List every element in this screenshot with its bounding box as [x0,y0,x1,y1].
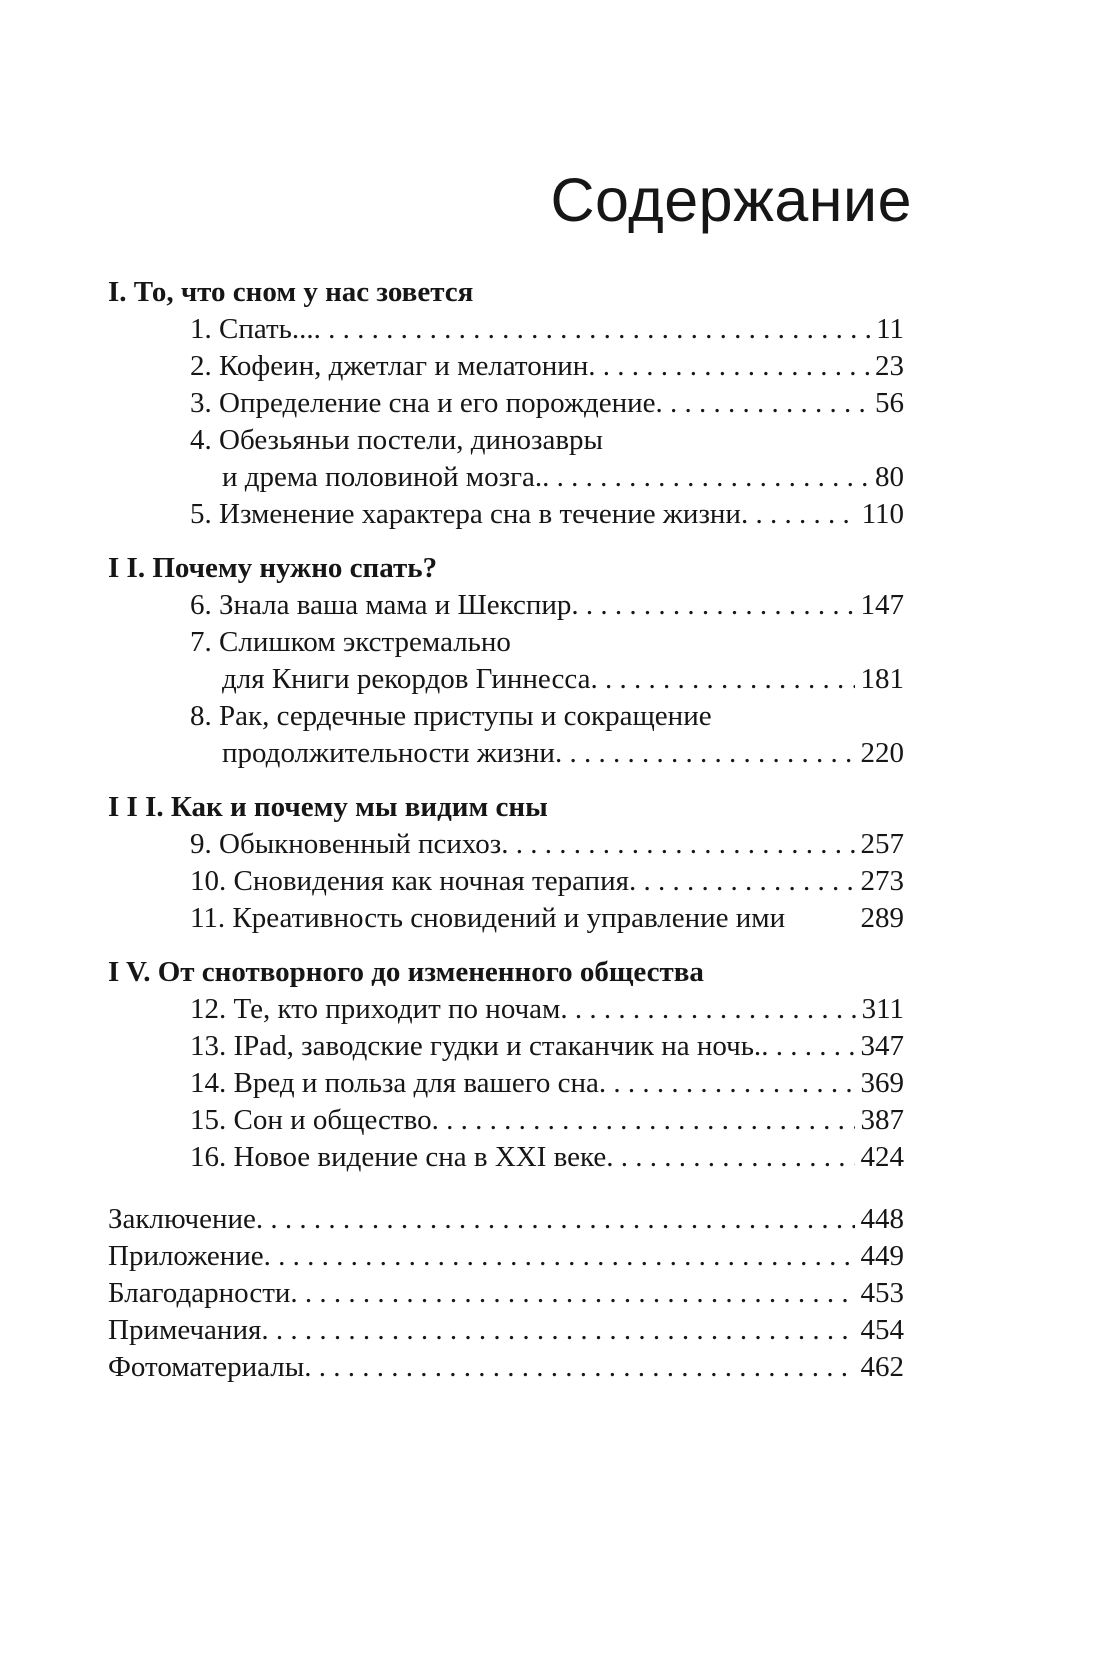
toc-entry [108,348,904,385]
entry-title: 13. IPad, заводские гудки и стаканчик на ночь. [190,1030,762,1062]
entry-title: 3. Определение сна и его порождение [190,387,656,419]
toc-content [0,166,1100,1386]
toc-entry [108,422,904,459]
entry-title: продолжительности жизни [222,737,555,769]
page-number: 449 [860,1240,904,1272]
page-number: 80 [875,461,904,493]
section-heading: I I I. Как и почему мы видим сны [108,791,548,823]
dot-leader [588,348,869,385]
dot-leader [256,1201,855,1238]
toc-entry [108,1139,904,1176]
section-heading: I I. Почему нужно спать? [108,552,438,584]
page-number: 273 [860,865,904,897]
entry-title: 12. Те, кто приходит по ночам [190,993,561,1025]
entry-title: 2. Кофеин, джетлаг и мелатонин [190,350,589,382]
toc-entry [108,900,904,937]
entry-title: для Книги рекордов Гиннесса [222,663,591,695]
page-number: 23 [875,350,904,382]
dot-leader [542,459,869,496]
entry-title: Фотоматериалы [108,1351,305,1383]
toc-section [108,954,904,1176]
dot-leader [555,735,855,772]
dot-leader [261,1312,854,1349]
entry-title: 1. Спать... [190,313,314,345]
entry-title: Благодарности [108,1277,291,1309]
dot-leader [304,1349,854,1386]
page-number: 369 [860,1067,904,1099]
toc-sections [108,274,904,1176]
toc-entry [108,1065,904,1102]
dot-leader [264,1238,855,1275]
page-number: 289 [860,902,904,934]
page-number: 220 [860,737,904,769]
dot-leader [656,385,869,422]
toc-entry-continuation [108,661,904,698]
page-number: 56 [875,387,904,419]
entry-title: 5. Изменение характера сна в течение жизни [190,498,741,530]
back-matter-entry [108,1312,904,1349]
toc-entry [108,863,904,900]
back-matter-entry [108,1201,904,1238]
entry-title: и дрема половиной мозга. [222,461,543,493]
entry-title: 16. Новое видение сна в XXI веке [190,1141,607,1173]
toc-entry [108,991,904,1028]
toc-entry-continuation [108,735,904,772]
dot-leader [432,1102,855,1139]
page-number: 448 [860,1203,904,1235]
toc-entry [108,624,904,661]
dot-leader [761,1028,854,1065]
page-number: 147 [860,589,904,621]
page-number: 11 [876,313,904,345]
dot-leader [590,661,854,698]
page-number: 347 [860,1030,904,1062]
dot-leader [290,1275,854,1312]
back-matter-entry [108,1238,904,1275]
entry-title: 6. Знала ваша мама и Шекспир [190,589,572,621]
toc-section [108,550,904,772]
section-heading: I V. От снотворного до измененного общества [108,956,704,988]
back-matter-list [108,1201,904,1386]
page-number: 453 [860,1277,904,1309]
page-number: 181 [860,663,904,695]
entry-title: 11. Креативность сновидений и управление ими [190,902,786,934]
page-number: 387 [860,1104,904,1136]
dot-leader [599,1065,855,1102]
entry-title: 4. Обезьяньи постели, динозавры [190,424,604,456]
entry-title: 8. Рак, сердечные приступы и сокращение [190,700,712,732]
toc-entry [108,587,904,624]
entry-title: 9. Обыкновенный психоз [190,828,502,860]
entry-title: 15. Сон и общество [190,1104,432,1136]
toc-entry-continuation [108,459,904,496]
toc-entry [108,385,904,422]
toc-section [108,789,904,937]
toc-entry [108,311,904,348]
entry-title: 14. Вред и польза для вашего сна [190,1067,599,1099]
page-number: 110 [861,498,904,530]
toc-section [108,274,904,533]
dot-leader [571,587,854,624]
back-matter-entry [108,1275,904,1312]
toc-entry [108,826,904,863]
page-number: 257 [860,828,904,860]
entry-title: Заключение [108,1203,256,1235]
toc-entry [108,698,904,735]
dot-leader [314,311,870,348]
dot-leader [741,496,856,533]
page-number: 424 [860,1141,904,1173]
page-number: 462 [860,1351,904,1383]
back-matter-entry [108,1349,904,1386]
page-title: Содержание [550,166,912,234]
section-heading: I. То, что сном у нас зовется [108,276,474,308]
toc-entry [108,1028,904,1065]
toc-entry [108,496,904,533]
dot-leader [501,826,854,863]
entry-title: 7. Слишком экстремально [190,626,511,658]
dot-leader [629,863,855,900]
toc-entry [108,1102,904,1139]
dot-leader [606,1139,854,1176]
entry-title: 10. Сновидения как ночная терапия [190,865,629,897]
entry-title: Примечания [108,1314,262,1346]
page-number: 311 [861,993,904,1025]
dot-leader [560,991,855,1028]
page-number: 454 [860,1314,904,1346]
entry-title: Приложение [108,1240,264,1272]
